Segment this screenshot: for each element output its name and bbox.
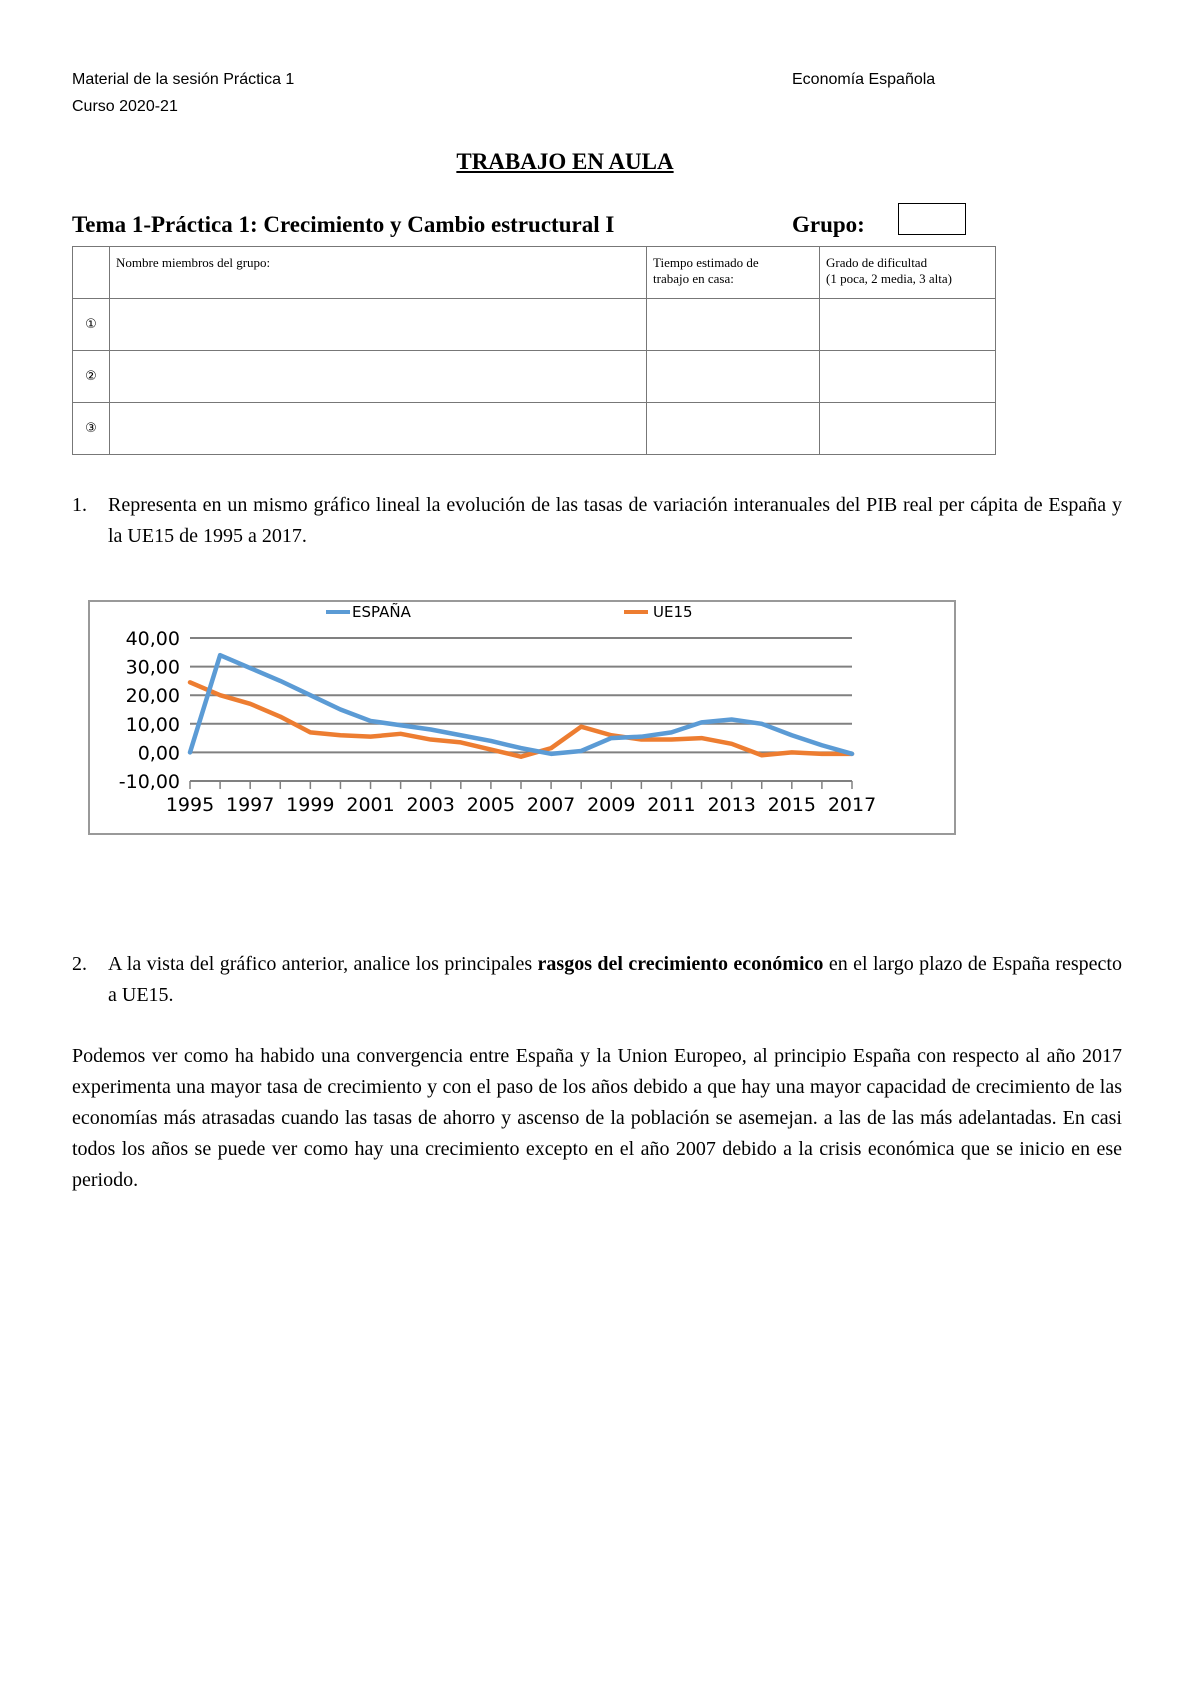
member-time-cell[interactable]: [647, 351, 820, 403]
table-header-difficulty-line2: (1 poca, 2 media, 3 alta): [826, 271, 952, 286]
member-difficulty-cell[interactable]: [820, 351, 996, 403]
question-2-number: 2.: [72, 953, 87, 975]
members-table: [72, 246, 996, 455]
question-1-number: 1.: [72, 494, 87, 516]
table-header-names: Nombre miembros del grupo:: [110, 247, 647, 299]
header-subject: Economía Española: [792, 71, 936, 88]
question-2-text-bold: rasgos del crecimiento económico: [537, 953, 824, 975]
table-header-time-line2: trabajo en casa:: [653, 271, 734, 286]
question-1-text: Representa en un mismo gráfico lineal la evolución de las tasas de variación interanuales del PIB real per cápita de España y la UE15 de 1995 a 2017.: [108, 494, 1122, 547]
x-tick-label: 2001: [346, 794, 395, 816]
growth-line-chart: [88, 600, 958, 840]
member-name-cell[interactable]: [110, 403, 647, 455]
member-name-cell[interactable]: [110, 351, 647, 403]
y-tick-label: 10,00: [125, 713, 180, 736]
header-course-material: Material de la sesión Práctica 1: [72, 71, 295, 88]
table-header-blank: [73, 247, 110, 299]
table-header-difficulty: [820, 247, 996, 299]
x-tick-label: 1999: [286, 794, 335, 816]
member-marker: ③: [73, 403, 110, 455]
header-course-year: Curso 2020-21: [72, 98, 178, 115]
member-difficulty-cell[interactable]: [820, 299, 996, 351]
table-row: [73, 351, 996, 403]
x-tick-label: 2009: [587, 794, 636, 816]
group-number-field[interactable]: [898, 203, 966, 235]
question-2-text: [108, 949, 1122, 1011]
y-tick-label: 20,00: [125, 685, 180, 708]
table-header-time: [647, 247, 820, 299]
member-difficulty-cell[interactable]: [820, 403, 996, 455]
x-tick-label: 2017: [827, 794, 877, 816]
y-tick-label: 0,00: [137, 742, 180, 765]
y-tick-label: 30,00: [125, 656, 180, 679]
table-header-row: [73, 247, 996, 299]
member-marker: ①: [73, 299, 110, 351]
x-tick-label: 2007: [526, 794, 576, 816]
page-title: TRABAJO EN AULA: [456, 149, 674, 174]
table-header-time-line1: Tiempo estimado de: [653, 255, 759, 270]
member-name-cell[interactable]: [110, 299, 647, 351]
practice-subtitle: Tema 1-Práctica 1: Crecimiento y Cambio estructural I: [72, 212, 615, 237]
y-tick-label: -10,00: [118, 771, 180, 793]
table-header-difficulty-line1: Grado de dificultad: [826, 255, 928, 270]
y-tick-label: 40,00: [125, 628, 180, 650]
x-tick-label: 2005: [466, 794, 516, 816]
x-tick-label: 2011: [647, 794, 696, 816]
table-row: [73, 403, 996, 455]
member-marker: ②: [73, 351, 110, 403]
table-row: [73, 299, 996, 351]
group-label: Grupo:: [792, 212, 865, 237]
answer-paragraph: Podemos ver como ha habido una convergencia entre España y la Union Europeo, al principio España con respecto al año 2017 experimenta una mayor tasa de crecimiento y con el paso de los años debido a que hay una mayor capacidad de crecimiento de las economías más atrasadas cuando las tasas de ahorro y ascenso de la población se asemejan. a las de las más adelantadas. En casi todos los años se puede ver como hay una crecimiento excepto en el año 2007 debido a la crisis económica que se inicio en ese periodo.: [72, 1045, 1122, 1191]
question-2-text-end: en el largo plazo de España respecto a UE15.: [108, 953, 1122, 1006]
legend-ue15-label: UE15: [653, 603, 693, 621]
x-tick-label: 1997: [226, 794, 275, 816]
question-2: [72, 949, 1122, 1011]
x-tick-label: 2013: [707, 794, 756, 816]
x-tick-label: 1995: [165, 794, 215, 816]
question-1: [72, 490, 1122, 552]
member-time-cell[interactable]: [647, 403, 820, 455]
x-tick-label: 2015: [767, 794, 816, 816]
x-tick-label: 2003: [406, 794, 455, 816]
member-time-cell[interactable]: [647, 299, 820, 351]
chart-frame: [89, 601, 955, 834]
question-2-text-start: A la vista del gráfico anterior, analice los principales: [108, 953, 538, 975]
legend-espana-label: ESPAÑA: [352, 603, 411, 621]
